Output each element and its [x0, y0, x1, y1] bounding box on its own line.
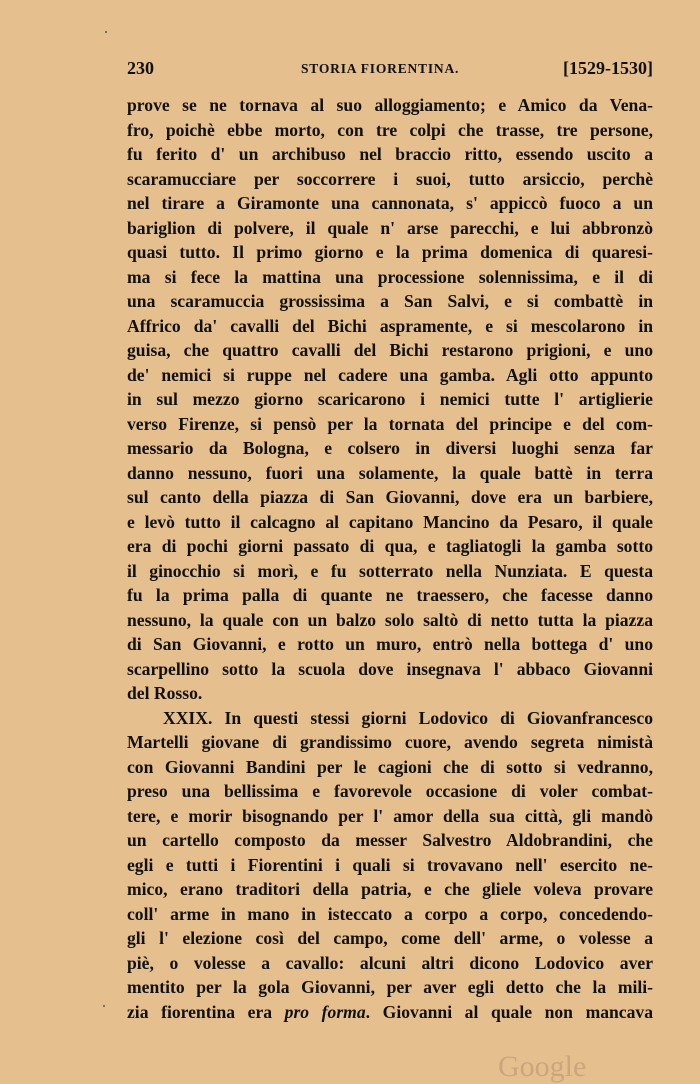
text-line: mentito per la gola Giovanni, per aver egli detto che la mili-	[127, 977, 653, 997]
text-run: . Giovanni al quale non mancava	[365, 1001, 653, 1022]
text-line: in sul mezzo giorno scaricarono i nemici tutte l' artiglierie	[127, 389, 653, 409]
text-run: zia fiorentina era	[127, 1001, 285, 1022]
text-line: guisa, che quattro cavalli del Bichi restarono prigioni, e uno	[127, 340, 653, 360]
text-line: prove se ne tornava al suo alloggiamento; e Amico da Vena-	[127, 95, 653, 115]
page-number: 230	[127, 58, 154, 78]
italic-phrase: pro forma	[284, 1001, 366, 1022]
text-line: era di pochi giorni passato di qua, e tagliatogli la gamba sotto	[127, 536, 653, 556]
text-line: scaramucciare per soccorrere i suoi, tutto arsiccio, perchè	[127, 168, 653, 189]
text-line: danno nessuno, fuori una solamente, la quale battè in terra	[127, 462, 653, 483]
text-line: fu ferito d' un archibuso nel braccio ritto, essendo uscito a	[127, 144, 653, 164]
text-line: e levò tutto il calcagno al capitano Mancino da Pesaro, il quale	[127, 511, 653, 532]
body-text	[127, 93, 653, 1024]
text-line: con Giovanni Bandini per le cagioni che di sotto si vedranno,	[127, 756, 653, 777]
text-line: una scaramuccia grossissima a San Salvi, e si combattè in	[127, 291, 653, 311]
text-line: verso Firenze, si pensò per la tornata del principe e del com-	[127, 413, 653, 434]
text-line: il ginocchio si morì, e fu sotterrato nella Nunziata. E questa	[127, 560, 653, 581]
text-line: bariglion di polvere, il quale n' arse parecchi, e lui abbronzò	[127, 217, 653, 238]
text-line: gli l' elezione così del campo, come dell' arme, o volesse a	[127, 928, 653, 948]
text-line: quasi tutto. Il primo giorno e la prima domenica di quaresi-	[127, 242, 653, 262]
text-line-paragraph-end: del Rosso.	[127, 683, 203, 703]
text-line: piè, o volesse a cavallo: alcuni altri dicono Lodovico aver	[127, 952, 653, 973]
text-line: ma si fece la mattina una processione solennissima, e il di	[127, 266, 653, 287]
print-speck	[105, 31, 107, 33]
text-line: coll' arme in mano in isteccato a corpo a corpo, concedendo-	[127, 903, 653, 924]
text-line: de' nemici si ruppe nel cadere una gamba. Agli otto appunto	[127, 364, 653, 385]
text-line: preso una bellissima e favorevole occasione di voler combat-	[127, 781, 653, 801]
print-speck	[103, 1005, 105, 1007]
text-line: di San Giovanni, e rotto un muro, entrò nella bottega d' uno	[127, 634, 653, 654]
text-line: Martelli giovane di grandissimo cuore, avendo segreta nimistà	[127, 732, 653, 752]
text-line: fro, poichè ebbe morto, con tre colpi che trasse, tre persone,	[127, 119, 653, 140]
text-line: un cartello composto da messer Salvestro Aldobrandini, che	[127, 830, 653, 850]
text-line: sul canto della piazza di San Giovanni, dove era un barbiere,	[127, 487, 653, 507]
text-line: scarpellino sotto la scuola dove insegnava l' abbaco Giovanni	[127, 658, 653, 679]
page-header	[127, 58, 653, 86]
text-line: messario da Bologna, e colsero in diversi luoghi senza far	[127, 438, 653, 458]
running-title: STORIA FIORENTINA.	[301, 61, 460, 76]
text-line-with-italic	[127, 1000, 653, 1025]
text-line: tere, e morir bisognando per l' amor della sua città, gli mandò	[127, 805, 653, 826]
text-line: Affrico da' cavalli del Bichi aspramente, e si mescolarono in	[127, 315, 653, 336]
date-range: [1529-1530]	[563, 58, 653, 78]
text-line: fu la prima palla di quante ne traessero, che facesse danno	[127, 585, 653, 605]
watermark: Google	[498, 1050, 587, 1083]
text-line: nel tirare a Giramonte una cannonata, s' appiccò fuoco a un	[127, 193, 653, 213]
text-line: nessuno, la quale con un balzo solo saltò di netto tutta la piazza	[127, 609, 653, 630]
text-line: egli e tutti i Fiorentini i quali si trovavano nell' esercito ne-	[127, 854, 653, 875]
section-heading-line: XXIX. In questi stessi giorni Lodovico di Giovanfrancesco	[163, 707, 653, 728]
text-line: mico, erano traditori della patria, e che gliele voleva provare	[127, 879, 653, 899]
